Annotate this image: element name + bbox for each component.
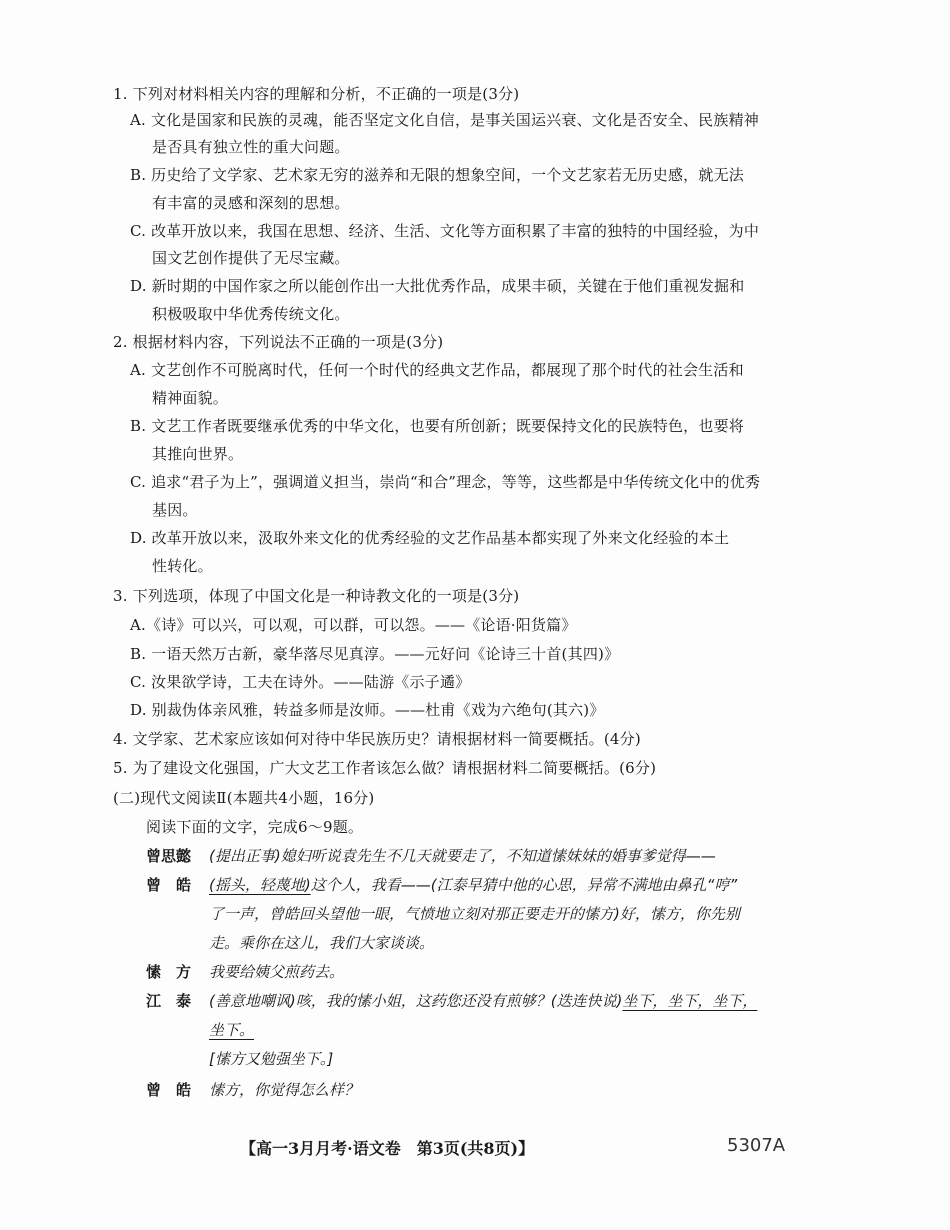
dialogue-line: (提出正事)媳妇听说袁先生不几天就要走了，不知道愫妹妹的婚事爹觉得—— <box>209 847 716 865</box>
q3-stem: 3. 下列选项，体现了中国文化是一种诗教文化的一项是(3分) <box>113 587 520 605</box>
q3-option-c: C. 汝果欲学诗，工夫在诗外。——陆游《示子遹》 <box>130 673 471 691</box>
q3-option-a: A.《诗》可以兴，可以观，可以群，可以怨。——《论语·阳货篇》 <box>130 616 577 634</box>
dialogue-line <box>209 990 757 1012</box>
section2-title: (二)现代文阅读Ⅱ(本题共4小题，16分) <box>113 789 375 807</box>
q1-option-c-line2: 国文艺创作提供了无尽宝藏。 <box>152 249 350 267</box>
speaker-zeng-hao: 曾 皓 <box>146 876 192 894</box>
dialogue-line: 愫方，你觉得怎么样？ <box>209 1081 360 1099</box>
q4-stem: 4. 文学家、艺术家应该如何对待中华民族历史？请根据材料一简要概括。(4分) <box>113 730 641 748</box>
page-footer: 【高一3月月考·语文卷 第3页(共8页)】 <box>240 1139 535 1158</box>
q2-option-c-line1: C. 追求“君子为上”，强调道义担当，崇尚“和合”理念，等等，这些都是中华传统文化中的优秀 <box>130 473 761 491</box>
speaker-jiang-tai: 江 泰 <box>146 992 192 1010</box>
dialogue-line <box>209 1019 254 1041</box>
q1-option-b-line2: 有丰富的灵感和深刻的思想。 <box>152 194 350 212</box>
q2-option-d-line1: D. 改革开放以来，汲取外来文化的优秀经验的文艺作品基本都实现了外来文化经验的本土 <box>130 529 730 547</box>
q2-option-c-line2: 基因。 <box>152 501 198 519</box>
q1-option-c-line1: C. 改革开放以来，我国在思想、经济、生活、文化等方面积累了丰富的独特的中国经验，为中 <box>130 222 760 240</box>
exam-code: 5307A <box>727 1135 786 1156</box>
dialogue-line: 走。乘你在这儿，我们大家谈谈。 <box>209 934 435 952</box>
q1-option-a-line2: 是否具有独立性的重大问题。 <box>152 138 350 156</box>
q2-option-d-line2: 性转化。 <box>152 557 213 575</box>
dialogue-line: 我要给姨父煎药去。 <box>209 963 345 981</box>
underlined-stage-direction: (摇头，轻蔑地) <box>209 876 311 894</box>
speaker-su-fang: 愫 方 <box>146 963 192 981</box>
underlined-text: 坐下，坐下，坐下， <box>622 992 758 1010</box>
dialogue-text: (善意地嘲讽)咳，我的愫小姐，这药您还没有煎够？(迭连快说) <box>209 992 623 1010</box>
q2-option-b-line1: B. 文艺工作者既要继承优秀的中华文化，也要有所创新；既要保持文化的民族特色，也要将 <box>130 417 744 435</box>
underlined-text: 坐下。 <box>209 1021 255 1039</box>
dialogue-line: 了一声，曾皓回头望他一眼，气愤地立刻对那正要走开的愫方)好，愫方，你先别 <box>209 905 740 923</box>
q2-option-a-line1: A. 文艺创作不可脱离时代，任何一个时代的经典文艺作品，都展现了那个时代的社会生活和 <box>130 361 744 379</box>
q1-stem: 1. 下列对材料相关内容的理解和分析，不正确的一项是(3分) <box>113 85 520 103</box>
section2-instruction: 阅读下面的文字，完成6～9题。 <box>146 818 364 836</box>
q3-option-b: B. 一语天然万古新，豪华落尽见真淳。——元好问《论诗三十首(其四)》 <box>130 645 620 663</box>
q2-stem: 2. 根据材料内容，下列说法不正确的一项是(3分) <box>113 333 444 351</box>
q2-option-a-line2: 精神面貌。 <box>152 389 229 407</box>
q1-option-d-line2: 积极吸取中华优秀传统文化。 <box>152 305 350 323</box>
dialogue-text: 这个人，我看——(江泰早猜中他的心思，异常不满地由鼻孔“哼” <box>310 876 738 894</box>
dialogue-line <box>209 874 737 896</box>
speaker-zeng-siyi: 曾思懿 <box>146 847 192 865</box>
q1-option-b-line1: B. 历史给了文学家、艺术家无穷的滋养和无限的想象空间，一个文艺家若无历史感，就无法 <box>130 166 744 184</box>
q1-option-d-line1: D. 新时期的中国作家之所以能创作出一大批优秀作品，成果丰硕，关键在于他们重视发掘和 <box>130 277 745 295</box>
q1-option-a-line1: A. 文化是国家和民族的灵魂，能否坚定文化自信，是事关国运兴衰、文化是否安全、民族精神 <box>130 111 759 129</box>
q2-option-b-line2: 其推向世界。 <box>152 445 244 463</box>
q3-option-d: D. 别裁伪体亲风雅，转益多师是汝师。——杜甫《戏为六绝句(其六)》 <box>130 701 605 719</box>
stage-direction: [愫方又勉强坐下。] <box>209 1050 334 1068</box>
q5-stem: 5. 为了建设文化强国，广大文艺工作者该怎么做？请根据材料二简要概括。(6分) <box>113 759 657 777</box>
speaker-zeng-hao: 曾 皓 <box>146 1081 192 1099</box>
